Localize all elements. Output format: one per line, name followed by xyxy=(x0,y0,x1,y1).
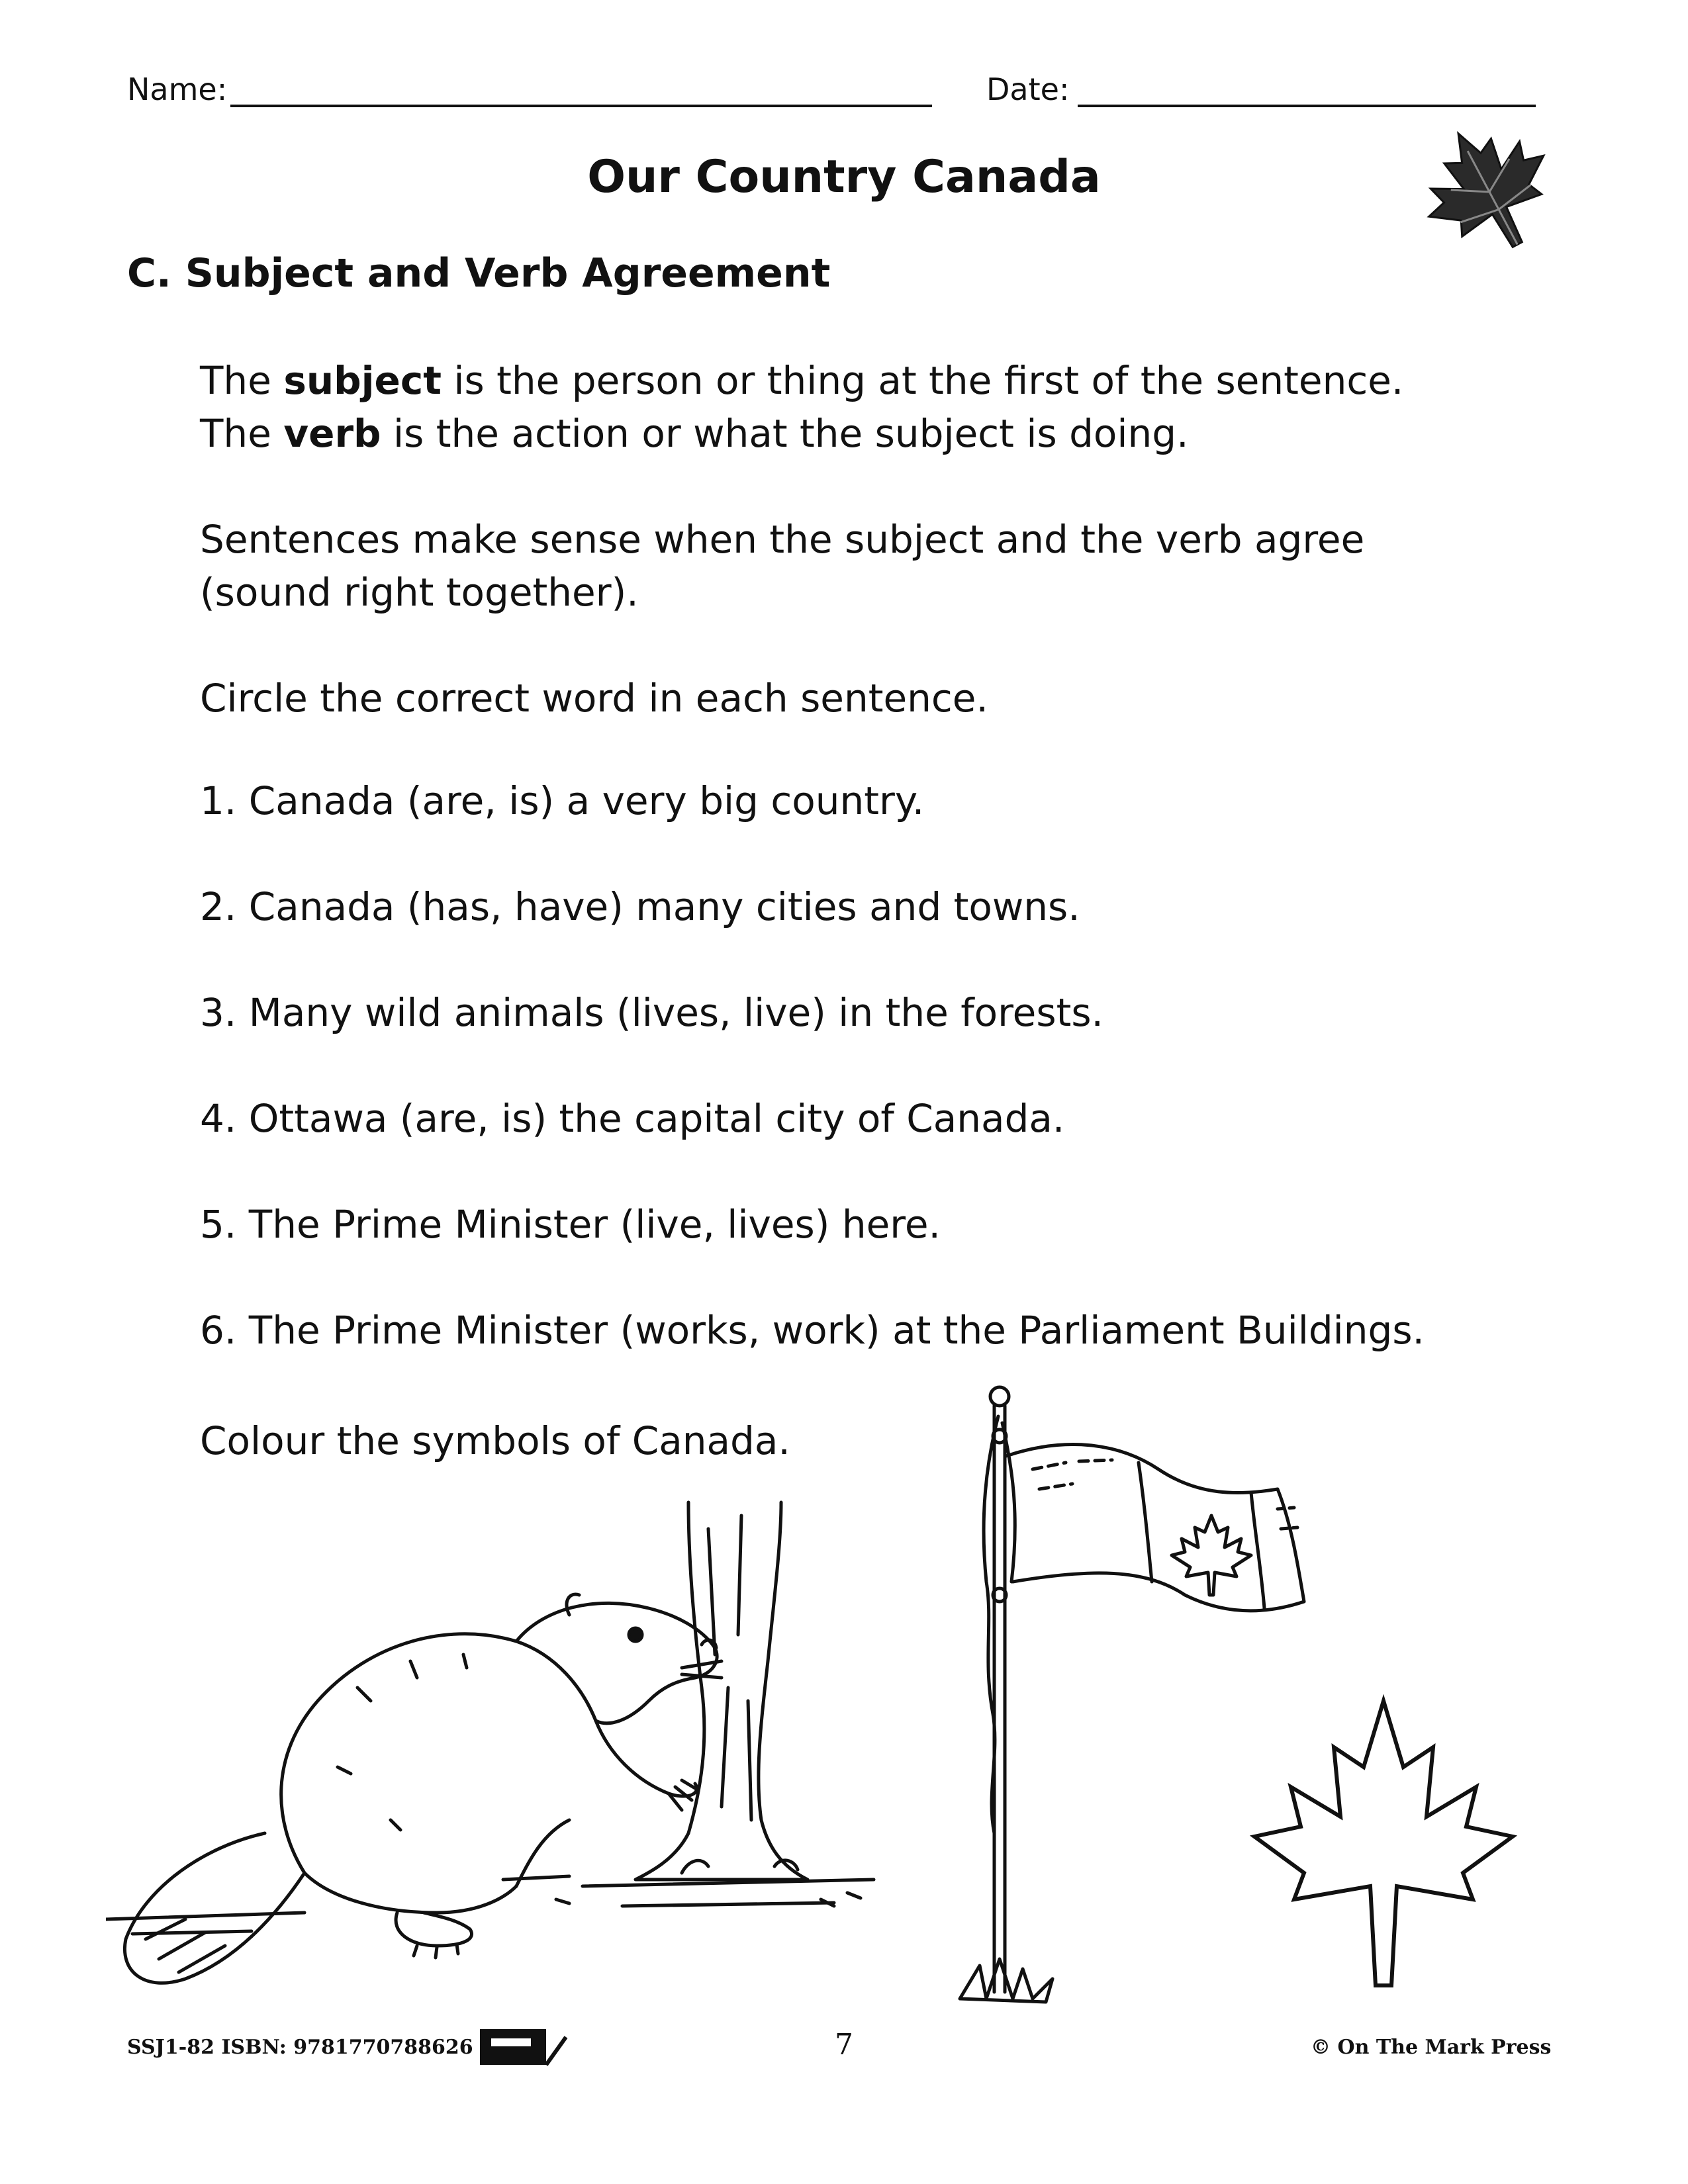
date-field[interactable] xyxy=(1078,105,1536,107)
subject-definition: The subject is the person or thing at the first of the sentence. xyxy=(200,358,1404,403)
subject-term: subject xyxy=(283,358,442,403)
sentence-6[interactable]: 6. The Prime Minister (works, work) at the Parliament Buildings. xyxy=(200,1308,1425,1353)
section-heading: C. Subject and Verb Agreement xyxy=(127,250,831,296)
sentence-3[interactable]: 3. Many wild animals (lives, live) in the forests. xyxy=(200,990,1103,1035)
maple-leaf-icon xyxy=(1410,119,1569,265)
sentence-1[interactable]: 1. Canada (are, is) a very big country. xyxy=(200,778,925,823)
page-number: 7 xyxy=(835,2028,853,2062)
circle-instruction: Circle the correct word in each sentence. xyxy=(200,676,988,721)
date-label: Date: xyxy=(986,71,1070,107)
name-label: Name: xyxy=(127,71,228,107)
footer-code-isbn: SSJ1-82 ISBN: 9781770788626 xyxy=(127,2036,473,2059)
verb-definition: The verb is the action or what the subject is doing. xyxy=(200,411,1189,456)
footer-copyright: © On The Mark Press xyxy=(1311,2036,1552,2059)
name-field[interactable] xyxy=(230,105,932,107)
agreement-note-line1: Sentences make sense when the subject and the verb agree xyxy=(200,517,1365,562)
colour-instruction: Colour the symbols of Canada. xyxy=(200,1418,790,1463)
beaver-illustration[interactable] xyxy=(106,1489,914,2005)
sentence-4[interactable]: 4. Ottawa (are, is) the capital city of Canada. xyxy=(200,1096,1065,1141)
verb-term: verb xyxy=(283,411,381,456)
maple-leaf-outline-illustration[interactable] xyxy=(1244,1694,1523,1999)
sentence-5[interactable]: 5. The Prime Minister (live, lives) here. xyxy=(200,1202,941,1247)
agreement-note-line2: (sound right together). xyxy=(200,570,639,615)
sentence-2[interactable]: 2. Canada (has, have) many cities and towns. xyxy=(200,884,1080,929)
page-title: Our Country Canada xyxy=(587,151,1101,203)
